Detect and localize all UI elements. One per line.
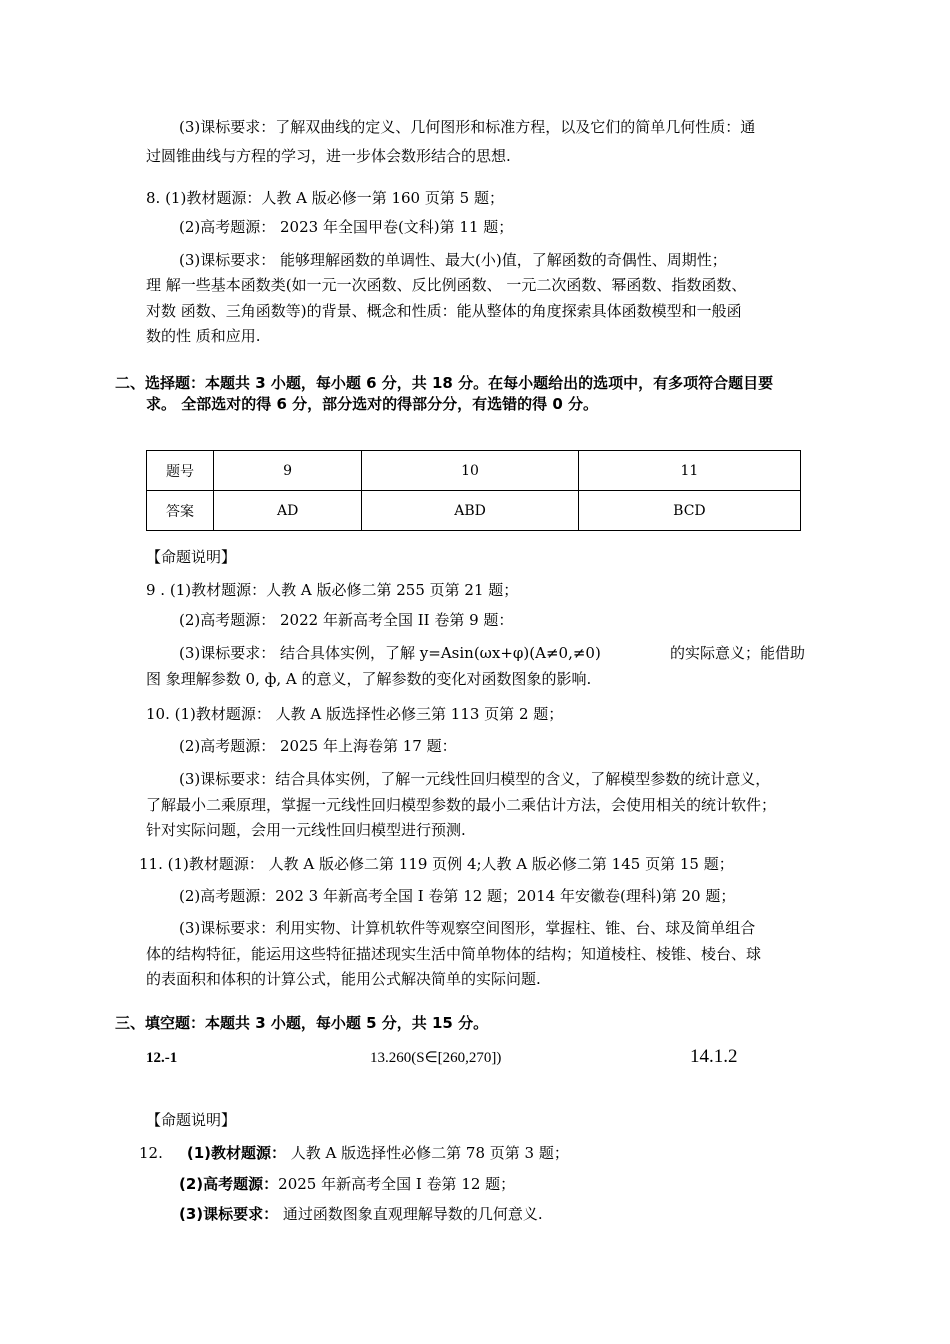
q12-exam-source-line <box>179 1174 515 1194</box>
q7-requirement-line1: (3)课标要求：了解双曲线的定义、几何图形和标准方程，以及它们的简单几何性质：通 <box>179 118 756 136</box>
q12-requirement-line <box>179 1204 543 1224</box>
q9-requirement-line1b: 的实际意义；能借助 <box>670 644 806 662</box>
table-row <box>147 491 801 531</box>
q10-textbook-source: 10. (1)教材题源： 人教 A 版选择性必修三第 113 页第 2 题； <box>146 705 564 723</box>
q9-requirement-line2: 图 象理解参数 0, ф, A 的意义，了解参数的变化对函数图象的影响. <box>146 670 592 688</box>
answer-14: 14.1.2 <box>690 1046 738 1067</box>
q12-textbook-source-label: (1)教材题源： <box>186 1144 287 1162</box>
section3-note-heading: 【命题说明】 <box>146 1111 237 1129</box>
table-cell: BCD <box>578 491 800 531</box>
q12-requirement-label: (3)课标要求： <box>179 1205 279 1223</box>
table-row <box>147 451 801 491</box>
q8-requirement-line4: 数的性 质和应用. <box>146 327 261 345</box>
q8-requirement-line2: 理 解一些基本函数类(如一元一次函数、反比例函数、 一元二次函数、幂函数、指数函数、 <box>146 276 747 294</box>
table-header-answer: 答案 <box>147 491 214 531</box>
q8-requirement-line1: (3)课标要求： 能够理解函数的单调性、最大(小)值，了解函数的奇偶性、周期性； <box>179 251 727 269</box>
q11-requirement-line3: 的表面积和体积的计算公式，能用公式解决简单的实际问题. <box>146 970 541 988</box>
q9-exam-source: (2)高考题源： 2022 年新高考全国 II 卷第 9 题： <box>179 611 514 629</box>
q11-requirement-line1: (3)课标要求：利用实物、计算机软件等观察空间图形，掌握柱、锥、台、球及简单组合 <box>179 919 756 937</box>
q8-exam-source: (2)高考题源： 2023 年全国甲卷(文科)第 11 题； <box>179 218 514 236</box>
q10-requirement-line2: 了解最小二乘原理，掌握一元线性回归模型参数的最小二乘估计方法，会使用相关的统计软件； <box>146 796 777 814</box>
table-cell: 9 <box>214 451 362 491</box>
table-cell: 10 <box>362 451 579 491</box>
section2-heading-line2 <box>146 394 598 414</box>
q7-requirement-line2: 过圆锥曲线与方程的学习，进一步体会数形结合的思想. <box>146 147 511 165</box>
section3-heading: 三、填空题：本题共 3 小题，每小题 5 分，共 15 分。 <box>115 1014 489 1032</box>
answer-13: 13.260(S∈[260,270]) <box>370 1050 502 1066</box>
q10-exam-source: (2)高考题源： 2025 年上海卷第 17 题： <box>179 737 457 755</box>
q9-textbook-source: 9 . (1)教材题源：人教 A 版必修二第 255 页第 21 题； <box>146 581 519 599</box>
q11-textbook-source: 11. (1)教材题源： 人教 A 版必修二第 119 页例 4;人教 A 版必修二第 145 页第 15 题； <box>139 855 734 873</box>
q10-requirement-line1: (3)课标要求：结合具体实例，了解一元线性回归模型的含义，了解模型参数的统计意义， <box>179 770 771 788</box>
q12-number: 12. <box>139 1144 163 1162</box>
table-cell: ABD <box>362 491 579 531</box>
q8-requirement-line3: 对数 函数、三角函数等)的背景、概念和性质：能从整体的角度探索具体函数模型和一般函 <box>146 302 742 320</box>
table-header-number: 题号 <box>147 451 214 491</box>
section2-note-heading: 【命题说明】 <box>146 548 237 566</box>
section2-heading-text: 求。 全部选对的得 6 分，部分选对的得部分分，有选错的得 0 分。 <box>146 395 598 413</box>
section2-heading-line1: 二、选择题：本题共 3 小题，每小题 6 分，共 18 分。在每小题给出的选项中，有多项符合题目要 <box>115 374 774 392</box>
answer-table <box>146 450 801 531</box>
q10-requirement-line3: 针对实际问题，会用一元线性回归模型进行预测. <box>146 821 466 839</box>
answer-12: 12.-1 <box>146 1050 178 1066</box>
table-cell: AD <box>214 491 362 531</box>
q12-textbook-source-text: 人教 A 版选择性必修二第 78 页第 3 题； <box>286 1144 569 1162</box>
q12-textbook-source-line <box>139 1143 569 1163</box>
q12-requirement-text: 通过函数图象直观理解导数的几何意义. <box>278 1205 543 1223</box>
q11-requirement-line2: 体的结构特征，能运用这些特征描述现实生活中简单物体的结构；知道棱柱、棱锥、棱台、球 <box>146 945 762 963</box>
q12-exam-source-text: 2025 年新高考全国 I 卷第 12 题； <box>278 1175 516 1193</box>
q12-exam-source-label: (2)高考题源： <box>179 1175 279 1193</box>
q9-requirement-line1a: (3)课标要求： 结合具体实例，了解 y=Asin(ωx+φ)(A≠0,≠0) <box>179 644 601 662</box>
q8-textbook-source: 8. (1)教材题源：人教 A 版必修一第 160 页第 5 题； <box>146 189 504 207</box>
table-cell: 11 <box>578 451 800 491</box>
q11-exam-source: (2)高考题源：202 3 年新高考全国 I 卷第 12 题；2014 年安徽卷(理科)第 20 题； <box>179 887 736 905</box>
